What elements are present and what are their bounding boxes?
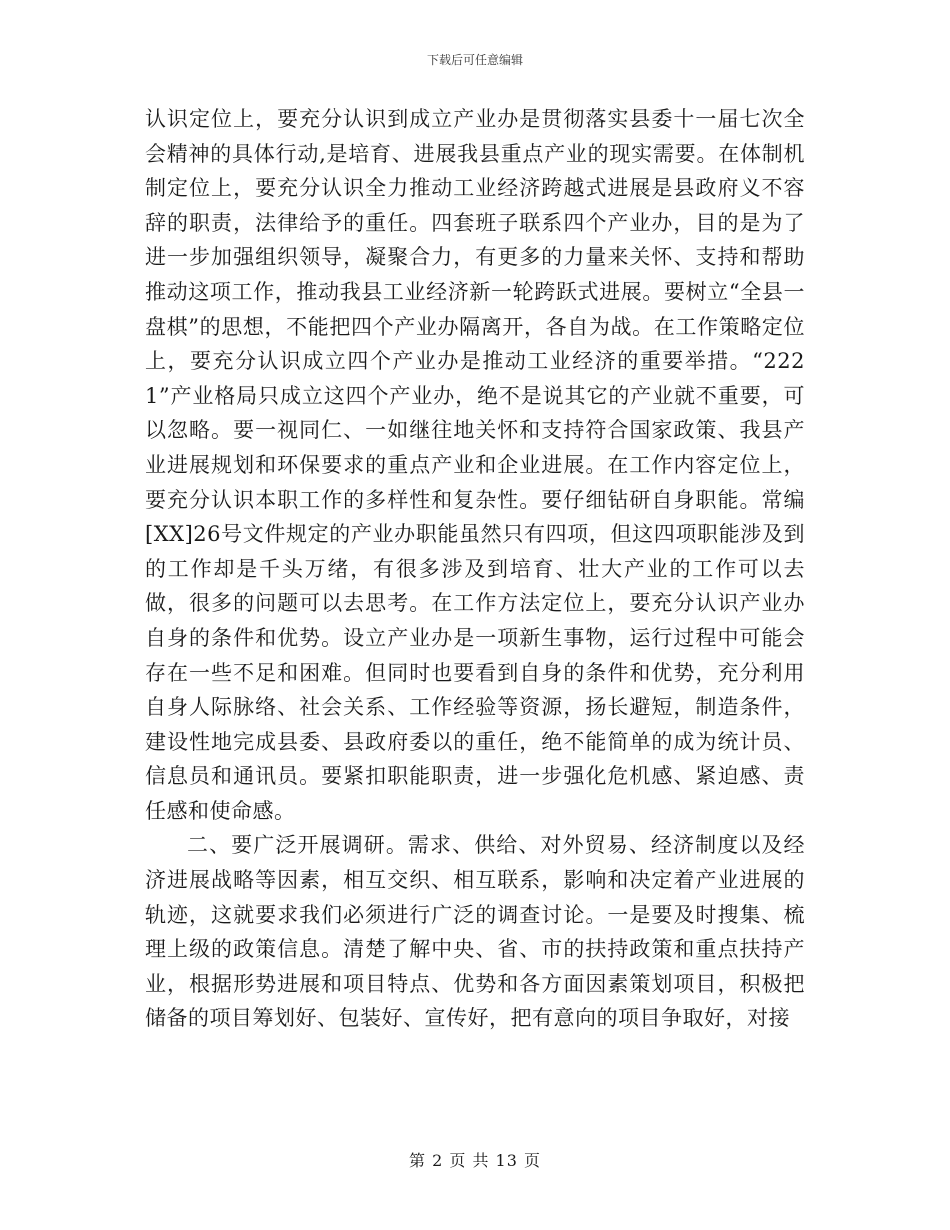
page-number: 第 2 页 共 13 页	[409, 1151, 541, 1170]
body-paragraph-2: 二、要广泛开展调研。需求、供给、对外贸易、经济制度以及经济进展战略等因素，相互交织、相互联系，影响和决定着产业进展的轨迹，这就要求我们必须进行广泛的调查讨论。一是要及时搜集、梳理上级的政策信息。清楚了解中央、省、市的扶持政策和重点扶持产业，根据形势进展和项目特点、优势和各方面因素策划项目，积极把储备的项目筹划好、包装好、宣传好，把有意向的项目争取好，对接	[145, 833, 805, 1031]
page-header-note: 下载后可任意编辑	[426, 53, 523, 67]
document-body	[145, 102, 805, 1036]
body-paragraph-1: 认识定位上，要充分认识到成立产业办是贯彻落实县委十一届七次全会精神的具体行动,是培育、进展我县重点产业的现实需要。在体制机制定位上，要充分认识全力推动工业经济跨越式进展是县政府义不容辞的职责，法律给予的重任。四套班子联系四个产业办，目的是为了进一步加强组织领导，凝聚合力，有更多的力量来关怀、支持和帮助推动这项工作，推动我县工业经济新一轮跨跃式进展。要树立“全县一盘棋”的思想，不能把四个产业办隔离开，各自为战。在工作策略定位上，要充分认识成立四个产业办是推动工业经济的重要举措。“2221”产业格局只成立这四个产业办，绝不是说其它的产业就不重要，可以忽略。要一视同仁、一如继往地关怀和支持符合国家政策、我县产业进展规划和环保要求的重点产业和企业进展。在工作内容定位上，要充分认识本职工作的多样性和复杂性。要仔细钻研自身职能。常编[XX]26号文件规定的产业办职能虽然只有四项，但这四项职能涉及到的工作却是千头万绪，有很多涉及到培育、壮大产业的工作可以去做，很多的问题可以去思考。在工作方法定位上，要充分认识产业办自身的条件和优势。设立产业办是一项新生事物，运行过程中可能会存在一些不足和困难。但同时也要看到自身的条件和优势，充分利用自身人际脉络、社会关系、工作经验等资源，扬长避短，制造条件，建设性地完成县委、县政府委以的重任，绝不能简单的成为统计员、信息员和通讯员。要紧扣职能职责，进一步强化危机感、紧迫感、责任感和使命感。	[145, 107, 805, 823]
